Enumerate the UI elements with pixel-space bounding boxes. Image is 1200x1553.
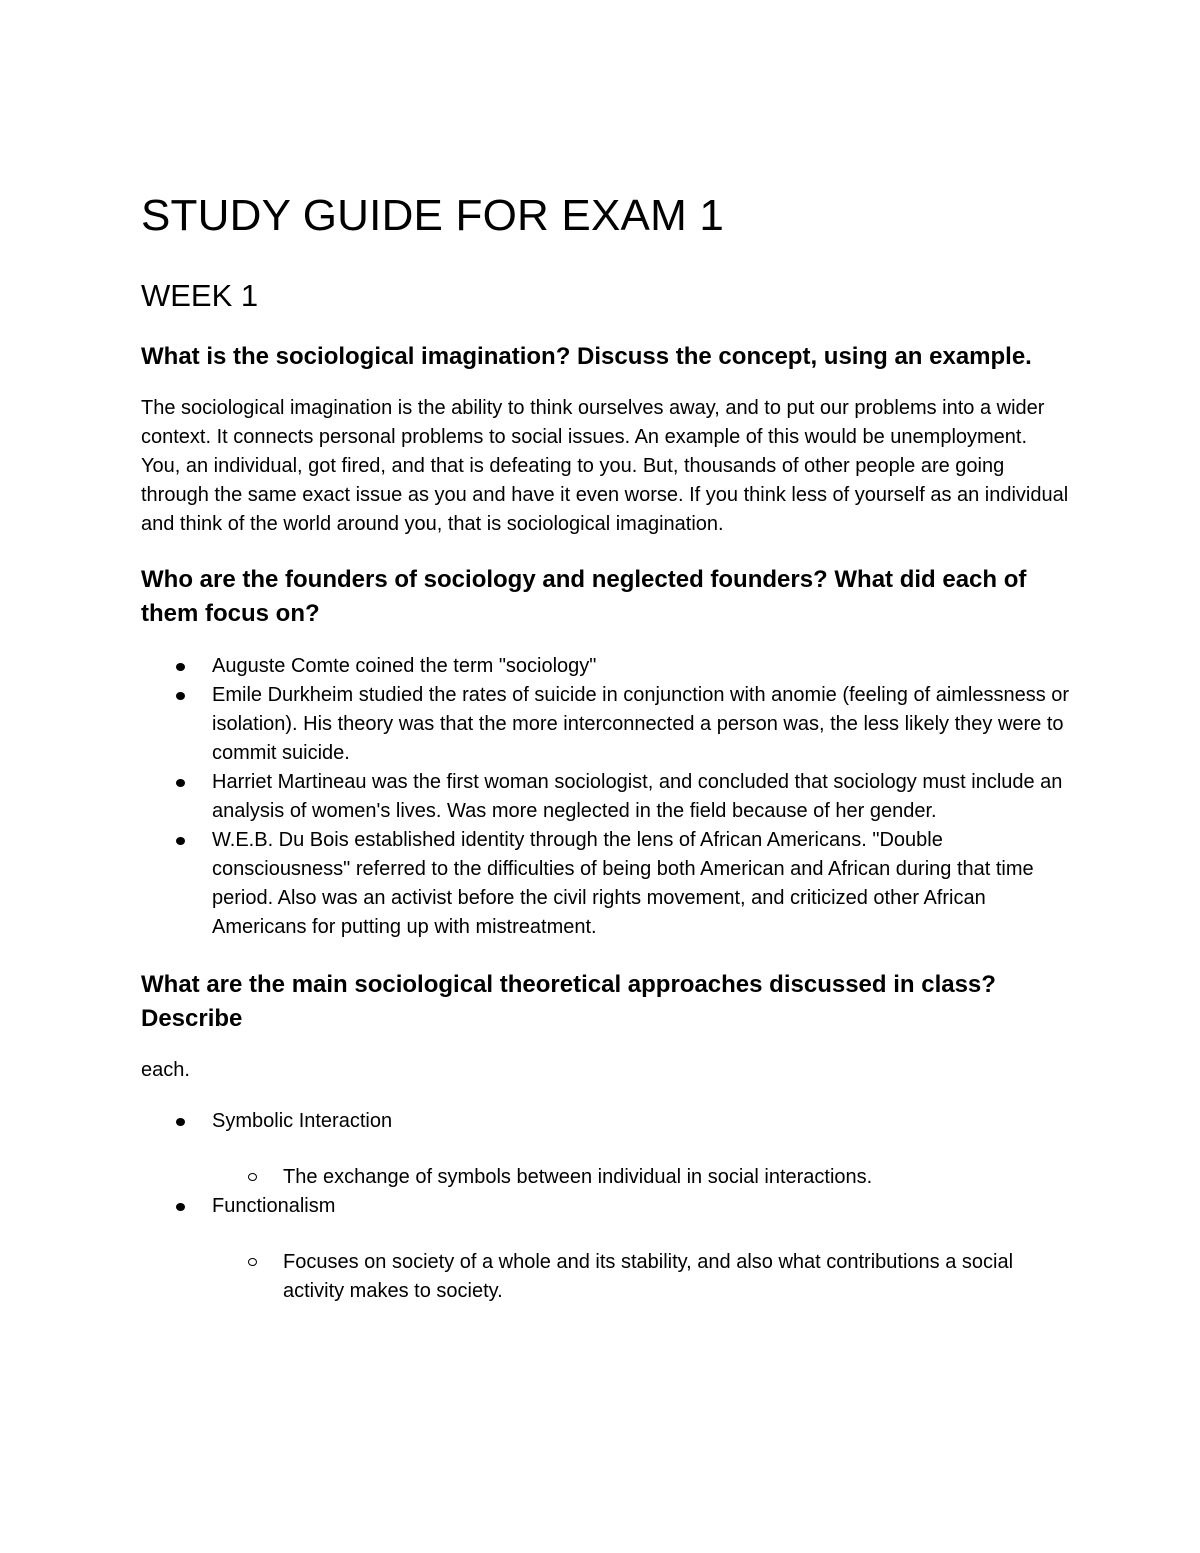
approach-name: Functionalism (212, 1195, 336, 1217)
approaches-list (141, 1107, 1071, 1136)
bullet-icon (176, 779, 185, 787)
list-item-text: Harriet Martineau was the first woman sociologist, and concluded that sociology must include an analysis of women's lives. Was more neglected in the field because of her gender. (212, 771, 1063, 822)
bullet-icon (176, 692, 185, 700)
bullet-icon (176, 663, 185, 671)
document-title: STUDY GUIDE FOR EXAM 1 (141, 191, 725, 240)
list-item (141, 1107, 1071, 1136)
bullet-icon (176, 1118, 185, 1126)
list-item (141, 681, 1071, 768)
list-item (141, 1192, 1071, 1221)
question-1-answer: The sociological imagination is the ability to think ourselves away, and to put our problems into a wider context. It connects personal problems to social issues. An example of this would be unemployment. You, an individual, got fired, and that is defeating to you. But, thousands of other people are going through the same exact issue as you and have it even worse. If you think less of yourself as an individual and think of the world around you, that is sociological imagination. (141, 397, 1069, 535)
hollow-bullet-icon (248, 1173, 257, 1181)
approach-detail: The exchange of symbols between individual in social interactions. (283, 1166, 873, 1188)
approach-name: Symbolic Interaction (212, 1110, 393, 1132)
bullet-icon (176, 1203, 185, 1211)
question-2-heading: Who are the founders of sociology and neglected founders? What did each of them focus on? (141, 566, 1027, 627)
question-1-heading: What is the sociological imagination? Discuss the concept, using an example. (141, 343, 1032, 370)
sub-list-item (141, 1163, 1071, 1192)
bullet-icon (176, 837, 185, 845)
list-item (141, 652, 1071, 681)
approaches-list-continued (141, 1192, 1071, 1221)
founders-list (141, 652, 1071, 942)
list-item-text: Emile Durkheim studied the rates of suicide in conjunction with anomie (feeling of aimlessness or isolation). His theory was that the more interconnected a person was, the less likely they were to commit suicide. (212, 684, 1070, 764)
sub-list-item (141, 1248, 1071, 1306)
list-item-text: W.E.B. Du Bois established identity through the lens of African Americans. "Double consciousness" referred to the difficulties of being both American and African during that time period. Also was an activist before the civil rights movement, and criticized other African Americans for putting up with mistreatment. (212, 829, 1034, 938)
question-3-continuation: each. (141, 1059, 190, 1081)
hollow-bullet-icon (248, 1258, 257, 1266)
question-3-heading: What are the main sociological theoretical approaches discussed in class? Describe (141, 971, 996, 1032)
list-item (141, 768, 1071, 826)
document-page (141, 190, 1071, 1306)
week-heading: WEEK 1 (141, 278, 259, 313)
list-item (141, 826, 1071, 942)
approach-detail: Focuses on society of a whole and its stability, and also what contributions a social activity makes to society. (283, 1251, 1014, 1302)
list-item-text: Auguste Comte coined the term "sociology" (212, 655, 597, 677)
